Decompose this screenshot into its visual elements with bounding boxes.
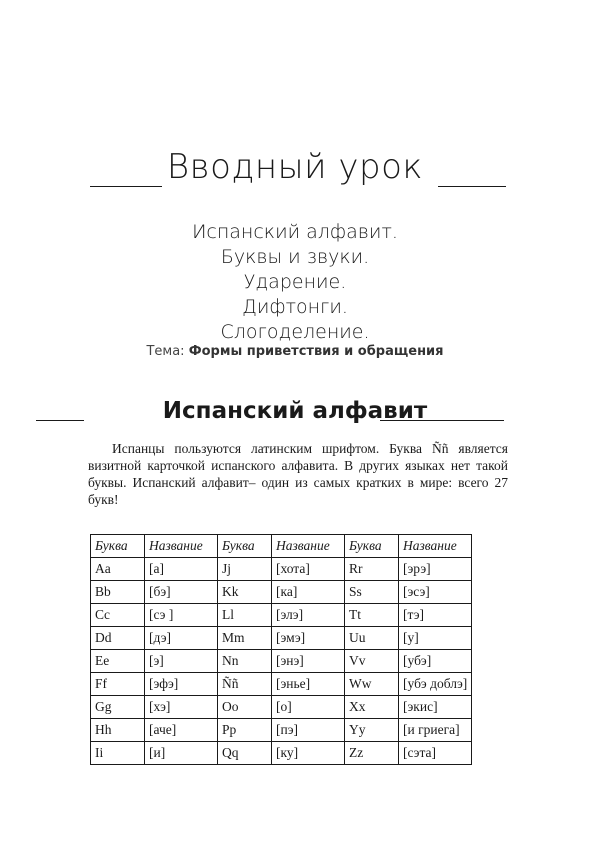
- column-header: Буква: [345, 535, 399, 558]
- letter-name-cell: [а]: [145, 558, 218, 581]
- lesson-title: Вводный урок: [166, 147, 424, 187]
- table-row: [91, 604, 472, 627]
- letter-name-cell: [энэ]: [272, 650, 345, 673]
- subtitle-line: Буквы и звуки.: [220, 246, 370, 268]
- letter-cell: Oo: [218, 696, 272, 719]
- letter-cell: Gg: [91, 696, 145, 719]
- letter-cell: Uu: [345, 627, 399, 650]
- letter-cell: Hh: [91, 719, 145, 742]
- table-row: [91, 742, 472, 765]
- letter-name-cell: [ку]: [272, 742, 345, 765]
- lesson-topic: [0, 344, 590, 359]
- letter-cell: Aa: [91, 558, 145, 581]
- letter-name-cell: [э]: [145, 650, 218, 673]
- letter-name-cell: [бэ]: [145, 581, 218, 604]
- table-body: [91, 558, 472, 765]
- letter-cell: Ww: [345, 673, 399, 696]
- letter-cell: Xx: [345, 696, 399, 719]
- letter-name-cell: [аче]: [145, 719, 218, 742]
- column-header: Название: [145, 535, 218, 558]
- letter-cell: Pp: [218, 719, 272, 742]
- table-row: [91, 627, 472, 650]
- letter-name-cell: [экис]: [399, 696, 472, 719]
- letter-name-cell: [сэта]: [399, 742, 472, 765]
- letter-name-cell: [у]: [399, 627, 472, 650]
- alphabet-table: [90, 534, 472, 765]
- letter-name-cell: [убэ доблэ]: [399, 673, 472, 696]
- letter-cell: Yy: [345, 719, 399, 742]
- topic-label: Тема:: [146, 344, 185, 359]
- lesson-subtitles: [0, 220, 590, 345]
- letter-cell: Ii: [91, 742, 145, 765]
- letter-cell: Ss: [345, 581, 399, 604]
- letter-cell: Zz: [345, 742, 399, 765]
- letter-name-cell: [эсэ]: [399, 581, 472, 604]
- letter-cell: Jj: [218, 558, 272, 581]
- letter-name-cell: [сэ ]: [145, 604, 218, 627]
- letter-cell: Dd: [91, 627, 145, 650]
- letter-cell: Mm: [218, 627, 272, 650]
- letter-name-cell: [и]: [145, 742, 218, 765]
- letter-cell: Cc: [91, 604, 145, 627]
- letter-cell: Ee: [91, 650, 145, 673]
- section-title: Испанский алфавит: [162, 398, 428, 424]
- letter-cell: Rr: [345, 558, 399, 581]
- letter-name-cell: [эрэ]: [399, 558, 472, 581]
- column-header: Буква: [218, 535, 272, 558]
- letter-cell: Ññ: [218, 673, 272, 696]
- table-row: [91, 696, 472, 719]
- letter-cell: Nn: [218, 650, 272, 673]
- letter-name-cell: [и гриега]: [399, 719, 472, 742]
- letter-cell: Kk: [218, 581, 272, 604]
- letter-name-cell: [убэ]: [399, 650, 472, 673]
- letter-cell: Vv: [345, 650, 399, 673]
- column-header: Название: [399, 535, 472, 558]
- section-rule-right: [380, 420, 504, 421]
- letter-name-cell: [энье]: [272, 673, 345, 696]
- title-rule-right: [438, 186, 506, 187]
- table-row: [91, 581, 472, 604]
- subtitle-line: Испанский алфавит.: [192, 221, 398, 243]
- title-rule-left: [90, 186, 162, 187]
- letter-name-cell: [эфэ]: [145, 673, 218, 696]
- table-header-row: [91, 535, 472, 558]
- letter-cell: Tt: [345, 604, 399, 627]
- topic-text: Формы приветствия и обращения: [188, 344, 444, 359]
- subtitle-line: Ударение.: [243, 271, 347, 293]
- subtitle-line: Дифтонги.: [242, 296, 348, 318]
- table-row: [91, 719, 472, 742]
- letter-name-cell: [эмэ]: [272, 627, 345, 650]
- letter-name-cell: [тэ]: [399, 604, 472, 627]
- letter-name-cell: [элэ]: [272, 604, 345, 627]
- column-header: Название: [272, 535, 345, 558]
- table-row: [91, 558, 472, 581]
- letter-name-cell: [хэ]: [145, 696, 218, 719]
- letter-cell: Qq: [218, 742, 272, 765]
- letter-name-cell: [дэ]: [145, 627, 218, 650]
- column-header: Буква: [91, 535, 145, 558]
- letter-name-cell: [о]: [272, 696, 345, 719]
- intro-paragraph: Испанцы пользуются латинским шрифтом. Буква Ññ является визитной карточкой испанского алфавита. В других языках нет такой буквы. Испанский алфавит– один из самых кратких в мире: всего 27 букв!: [88, 441, 508, 507]
- letter-cell: Bb: [91, 581, 145, 604]
- table-row: [91, 673, 472, 696]
- table-row: [91, 650, 472, 673]
- letter-cell: Ll: [218, 604, 272, 627]
- letter-name-cell: [пэ]: [272, 719, 345, 742]
- letter-cell: Ff: [91, 673, 145, 696]
- subtitle-line: Слогоделение.: [220, 321, 370, 343]
- letter-name-cell: [хота]: [272, 558, 345, 581]
- letter-name-cell: [ка]: [272, 581, 345, 604]
